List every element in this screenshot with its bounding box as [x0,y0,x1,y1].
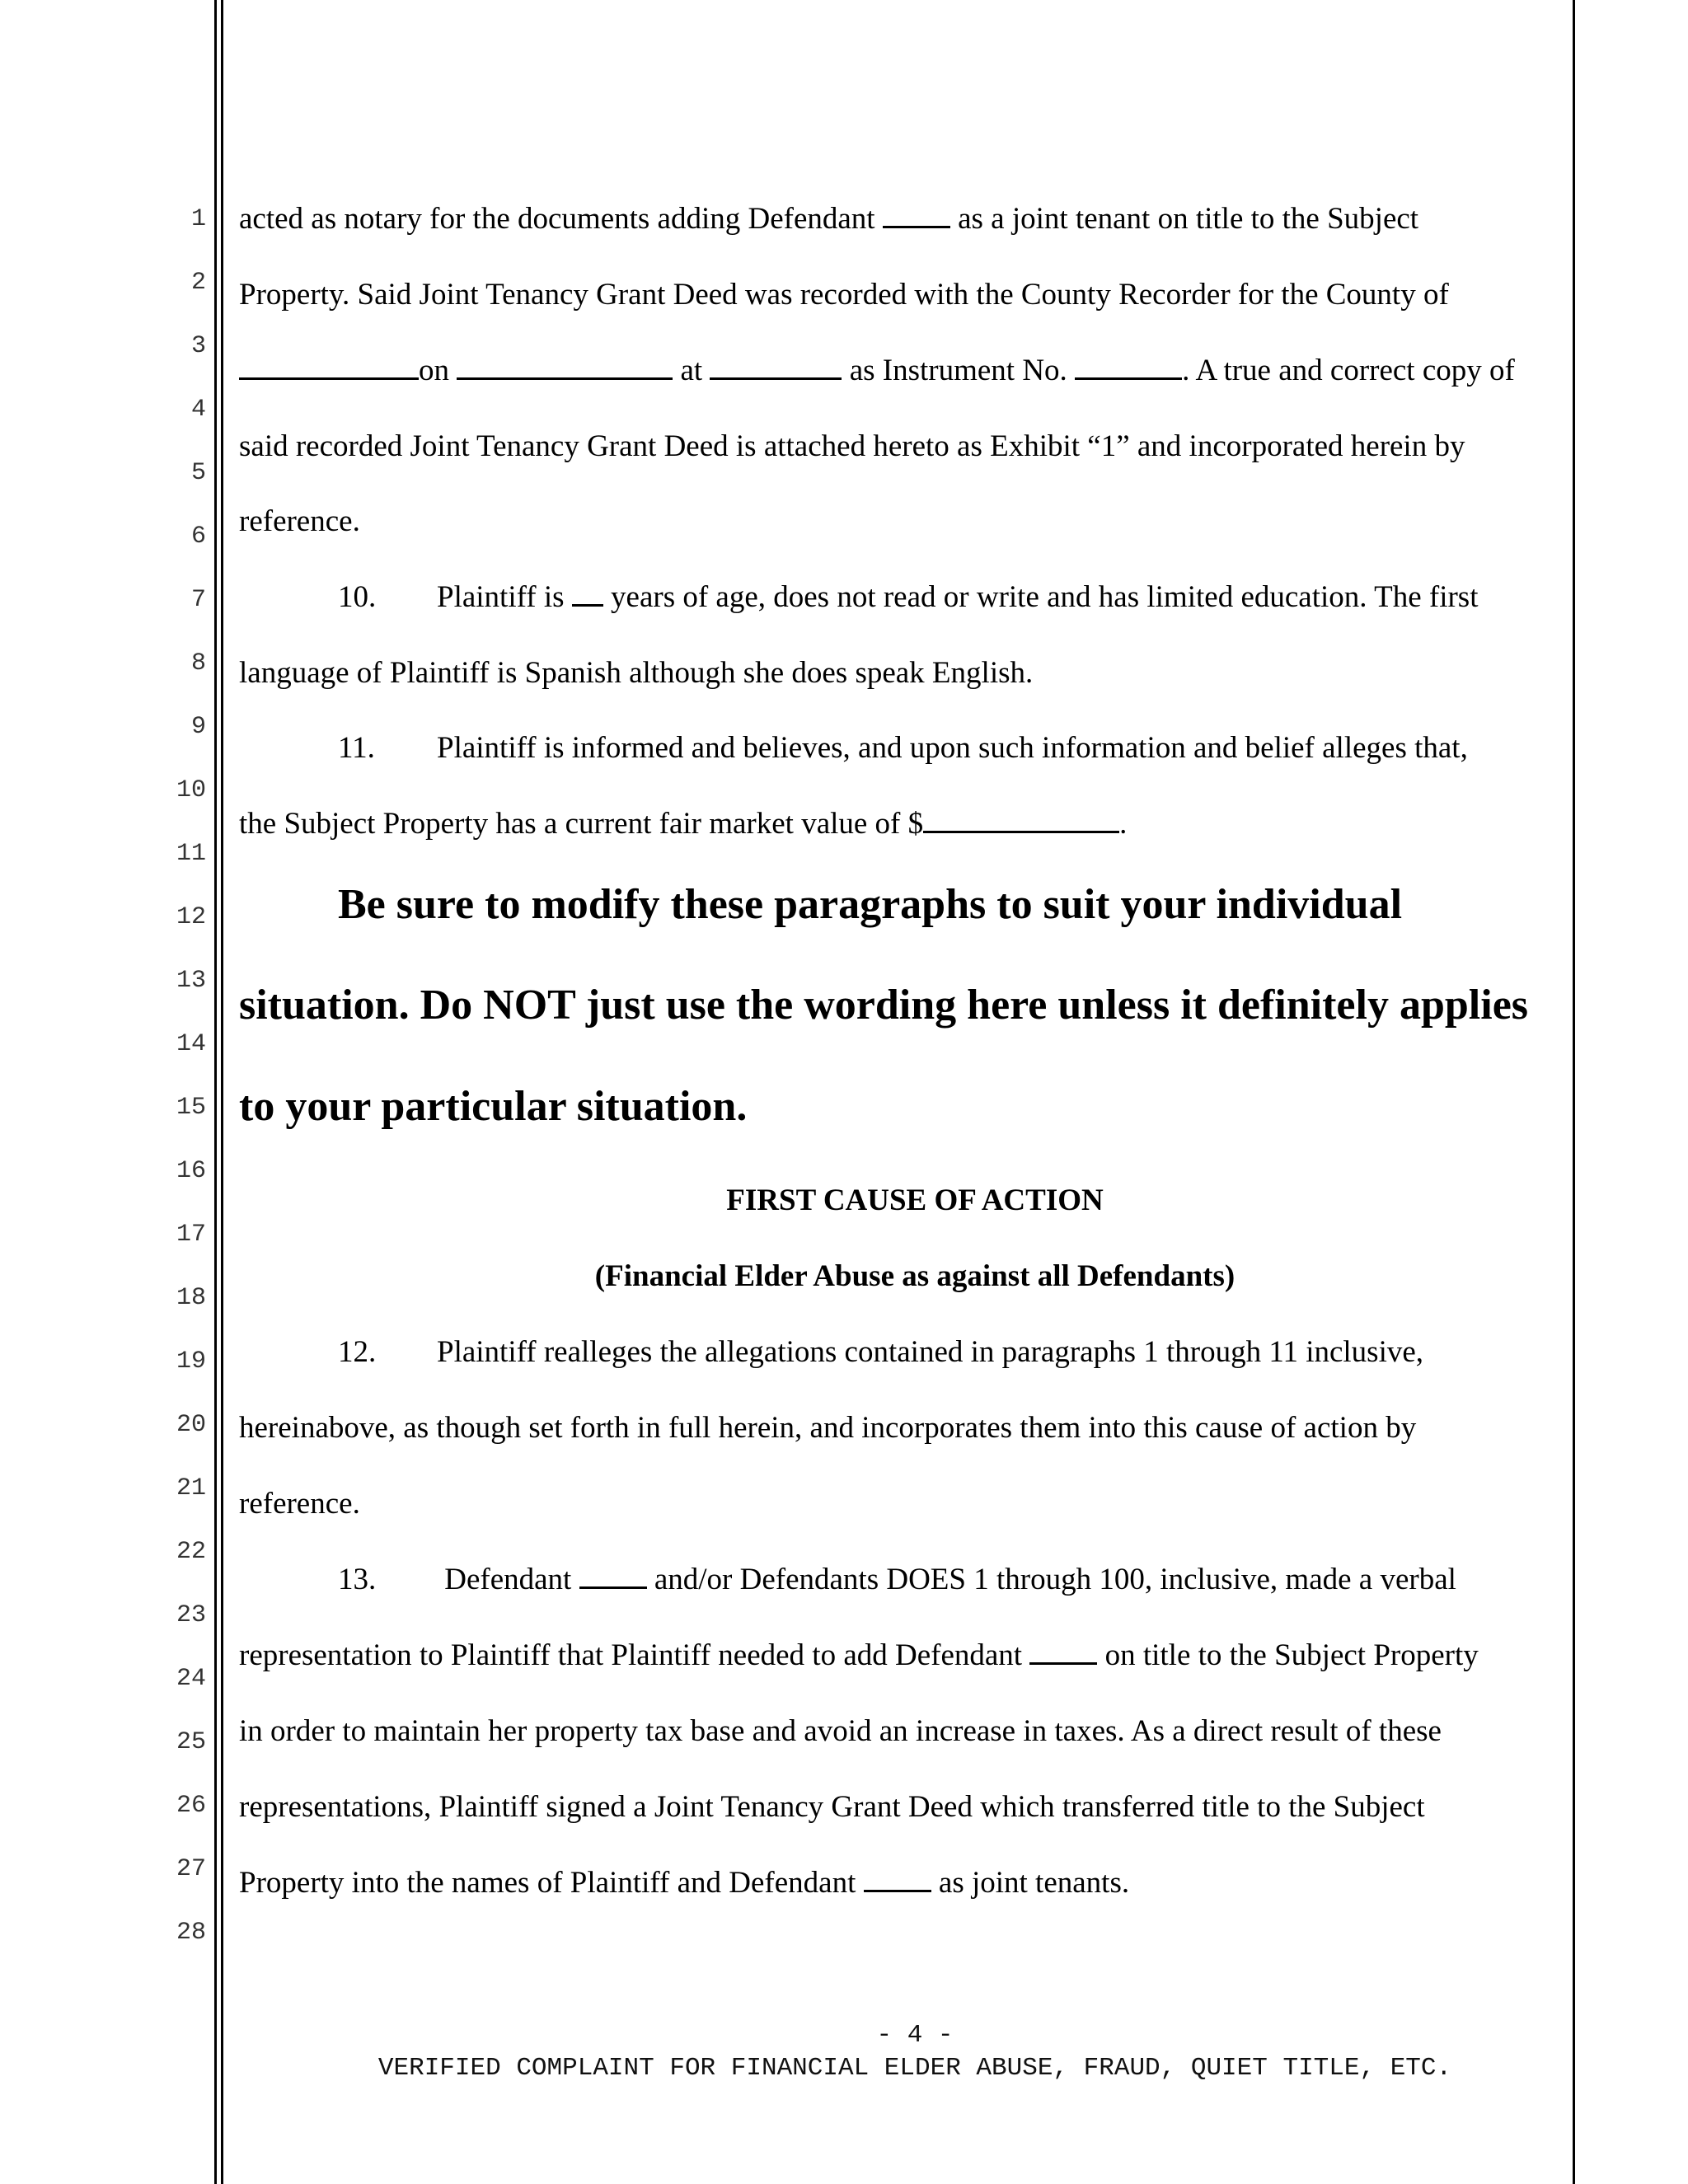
line-number: 20 [176,1411,206,1439]
cause-of-action-subtitle: (Financial Elder Abuse as against all Defendants) [594,1259,1236,1293]
line-number: 24 [176,1665,206,1693]
fill-in-blank [1029,1638,1097,1665]
left-margin-rule-outer [214,0,217,2184]
line-number: 23 [176,1601,206,1629]
fill-in-blank [572,579,603,607]
body-line: said recorded Joint Tenancy Grant Deed is attached hereto as Exhibit “1” and incorporated herein by [239,429,1465,463]
left-margin-rule-inner [221,0,223,2184]
line-number: 4 [190,396,206,424]
body-line: the Subject Property has a current fair market value of $ . [239,807,1128,841]
line-number: 10 [176,776,206,804]
fill-in-blank [883,201,950,228]
body-line: on at as Instrument No. . A true and correct copy of [239,350,1591,391]
paragraph-number: 11. [338,731,375,765]
notice-line: to your particular situation. [239,1083,748,1130]
line-number: 13 [176,967,206,995]
fill-in-blank [1075,353,1182,380]
line-number: 28 [176,1919,206,1947]
paragraph-number: 13. [338,1563,377,1596]
fill-in-blank [710,353,842,380]
footer-title: VERIFIED COMPLAINT FOR FINANCIAL ELDER ABUSE, FRAUD, QUIET TITLE, ETC. [377,2054,1452,2083]
line-number: 7 [190,586,206,614]
line-number: 14 [176,1030,206,1058]
fill-in-blank [579,1562,647,1589]
body-line: representations, Plaintiff signed a Joint Tenancy Grant Deed which transferred title to the Subject [239,1790,1425,1824]
body-line: Property into the names of Plaintiff and Defendant as joint tenants. [239,1866,1130,1900]
notice-line: situation. Do NOT just use the wording here unless it definitely applies [239,982,1529,1029]
notice-line: Be sure to modify these paragraphs to suit your individual [338,881,1403,928]
line-number: 19 [176,1347,206,1376]
line-number: 16 [176,1157,206,1185]
body-line: acted as notary for the documents adding Defendant as a joint tenant on title to the Subject [239,202,1419,236]
paragraph-number: 10. [338,580,377,614]
body-line: reference. [239,1487,360,1521]
line-number: 18 [176,1284,206,1312]
paragraph-10: 10. Plaintiff is years of age, does not read or write and has limited education. The first [239,577,1688,618]
body-line: Property. Said Joint Tenancy Grant Deed was recorded with the County Recorder for the County of [239,278,1449,312]
line-number: 3 [190,332,206,360]
fill-in-blank [923,806,1119,833]
body-line: representation to Plaintiff that Plaintiff needed to add Defendant on title to the Subject Property [239,1638,1479,1672]
body-line: in order to maintain her property tax base and avoid an increase in taxes. As a direct result of these [239,1714,1442,1748]
line-number: 8 [190,649,206,677]
body-line: hereinabove, as though set forth in full herein, and incorporates them into this cause of action by [239,1411,1417,1445]
paragraph-12: 12. Plaintiff realleges the allegations contained in paragraphs 1 through 11 inclusive, [239,1332,1688,1373]
paragraph-13: 13. Defendant and/or Defendants DOES 1 through 100, inclusive, made a verbal [239,1559,1688,1601]
line-number: 1 [190,205,206,233]
line-number: 25 [176,1728,206,1756]
fill-in-blank [457,353,673,380]
cause-of-action-title: FIRST CAUSE OF ACTION [726,1183,1104,1217]
body-line: language of Plaintiff is Spanish although she does speak English. [239,656,1034,690]
fill-in-blank [239,353,419,380]
line-number: 26 [176,1792,206,1820]
line-number: 11 [176,840,206,868]
line-number: 17 [176,1221,206,1249]
body-line: reference. [239,504,360,538]
line-number: 9 [190,713,206,741]
fill-in-blank [864,1865,931,1892]
paragraph-number: 12. [338,1335,377,1369]
line-number: 27 [176,1855,206,1883]
line-number: 21 [176,1474,206,1502]
page-number: - 4 - [876,2021,954,2050]
line-number: 12 [176,903,206,931]
line-number: 2 [190,269,206,297]
paragraph-11: 11. Plaintiff is informed and believes, and upon such information and belief alleges that, [239,728,1688,769]
line-number: 5 [190,459,206,487]
line-number: 6 [190,523,206,551]
line-number: 22 [176,1538,206,1566]
line-number: 15 [176,1094,206,1122]
